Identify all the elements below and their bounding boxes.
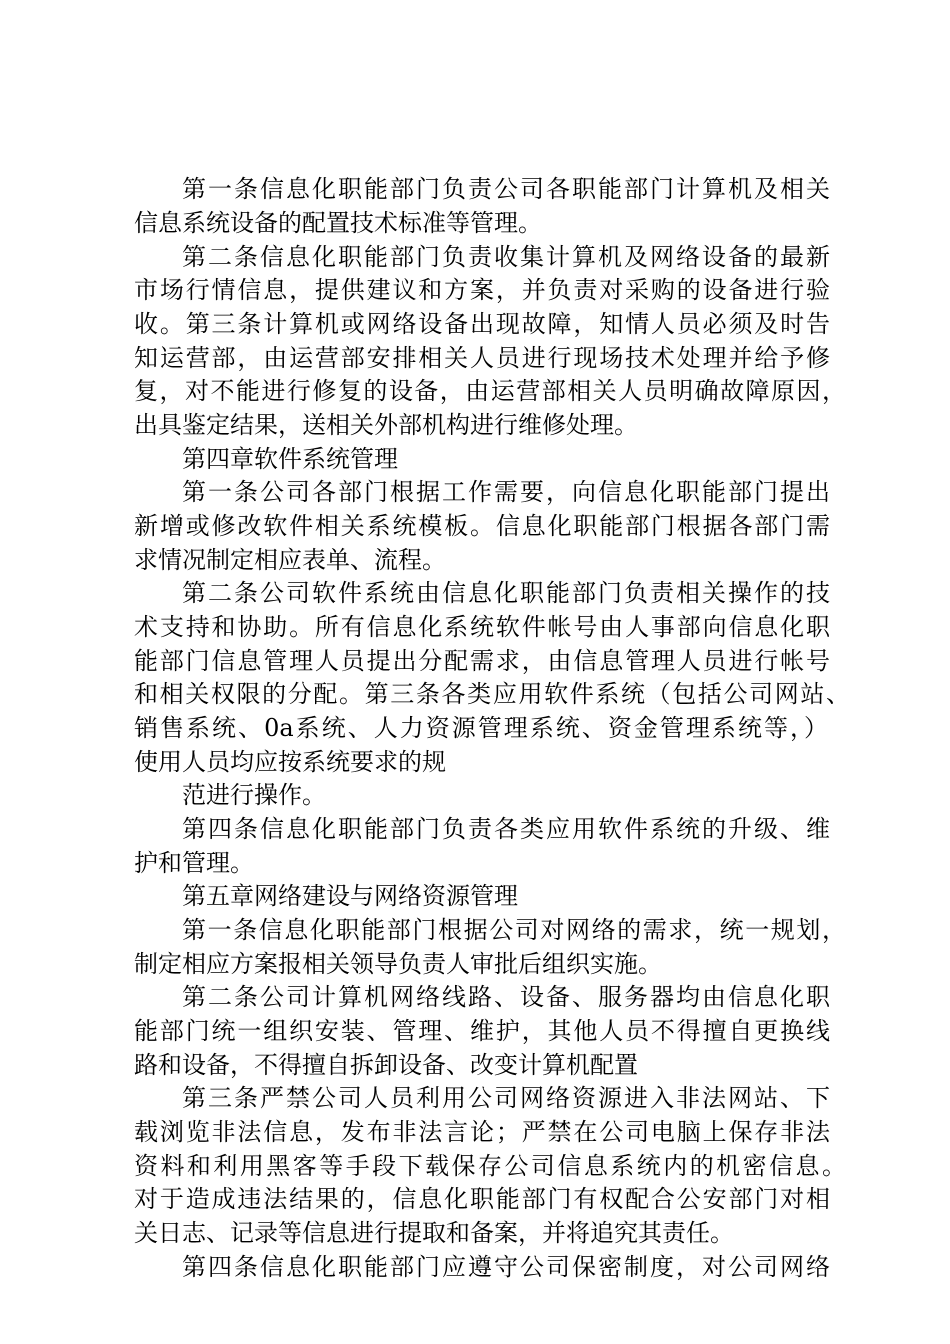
text-line-content: 市场行情信息，提供建议和方案，并负责对采购的设备进行验 bbox=[134, 276, 830, 304]
text-line-content: 收。第三条计算机或网络设备出现故障，知情人员必须及时告 bbox=[134, 310, 830, 338]
text-line-content: 能部门信息管理人员提出分配需求，由信息管理人员进行帐号 bbox=[134, 647, 830, 675]
text-line-content: 对于造成违法结果的，信息化职能部门有权配合公安部门对相 bbox=[134, 1185, 830, 1213]
text-line-content: 求情况制定相应表单、流程。 bbox=[134, 546, 446, 574]
text-line-content: 制定相应方案报相关领导负责人审批后组织实施。 bbox=[134, 950, 662, 978]
text-line-content: 路和设备，不得擅自拆卸设备、改变计算机配置 bbox=[134, 1051, 638, 1079]
chapter-title: 第五章网络建设与网络资源管理 bbox=[182, 882, 518, 910]
text-line-content: 范进行操作。 bbox=[182, 781, 326, 809]
text-line-content: 第二条公司计算机网络线路、设备、服务器均由信息化职 bbox=[182, 983, 830, 1011]
text-line-content: 出具鉴定结果，送相关外部机构进行维修处理。 bbox=[134, 411, 638, 439]
text-line-content: 第四条信息化职能部门负责各类应用软件系统的升级、维 bbox=[182, 815, 830, 843]
text-line-content: 使用人员均应按系统要求的规 bbox=[134, 748, 446, 776]
text-line-content: 知运营部，由运营部安排相关人员进行现场技术处理并给予修 bbox=[134, 344, 830, 372]
text-line-content: 能部门统一组织安装、管理、维护，其他人员不得擅自更换线 bbox=[134, 1017, 830, 1045]
text-line-content: 载浏览非法信息，发布非法言论；严禁在公司电脑上保存非法 bbox=[134, 1118, 830, 1146]
chapter-title: 第四章软件系统管理 bbox=[182, 445, 398, 473]
text-line-content: 复，对不能进行修复的设备，由运营部相关人员明确故障原因， bbox=[134, 377, 846, 405]
text-line-content: 第二条信息化职能部门负责收集计算机及网络设备的最新 bbox=[182, 243, 830, 271]
text-line-content: 第一条信息化职能部门负责公司各职能部门计算机及相关 bbox=[182, 175, 830, 203]
text-line-content: 销售系统、0a系统、人力资源管理系统、资金管理系统等，） bbox=[134, 714, 828, 742]
text-line-content: 第三条严禁公司人员利用公司网络资源进入非法网站、下 bbox=[182, 1084, 830, 1112]
text-line-content: 和相关权限的分配。第三条各类应用软件系统（包括公司网站、 bbox=[134, 680, 850, 708]
text-line-content: 关日志、记录等信息进行提取和备案，并将追究其责任。 bbox=[134, 1219, 734, 1247]
text-line-content: 第一条公司各部门根据工作需要，向信息化职能部门提出 bbox=[182, 478, 830, 506]
text-line bbox=[0, 1247, 950, 1287]
text-line-content: 新增或修改软件相关系统模板。信息化职能部门根据各部门需 bbox=[134, 512, 830, 540]
text-line-content: 第一条信息化职能部门根据公司对网络的需求，统一规划， bbox=[182, 916, 846, 944]
text-line-content: 第四条信息化职能部门应遵守公司保密制度，对公司网络 bbox=[182, 1253, 830, 1281]
text-line-content: 第二条公司软件系统由信息化职能部门负责相关操作的技 bbox=[182, 579, 830, 607]
text-line-content: 信息系统设备的配置技术标准等管理。 bbox=[134, 209, 542, 237]
text-line-content: 资料和利用黑客等手段下载保存公司信息系统内的机密信息。 bbox=[134, 1152, 846, 1180]
text-line-content: 术支持和协助。所有信息化系统软件帐号由人事部向信息化职 bbox=[134, 613, 830, 641]
text-line-content: 护和管理。 bbox=[134, 849, 254, 877]
